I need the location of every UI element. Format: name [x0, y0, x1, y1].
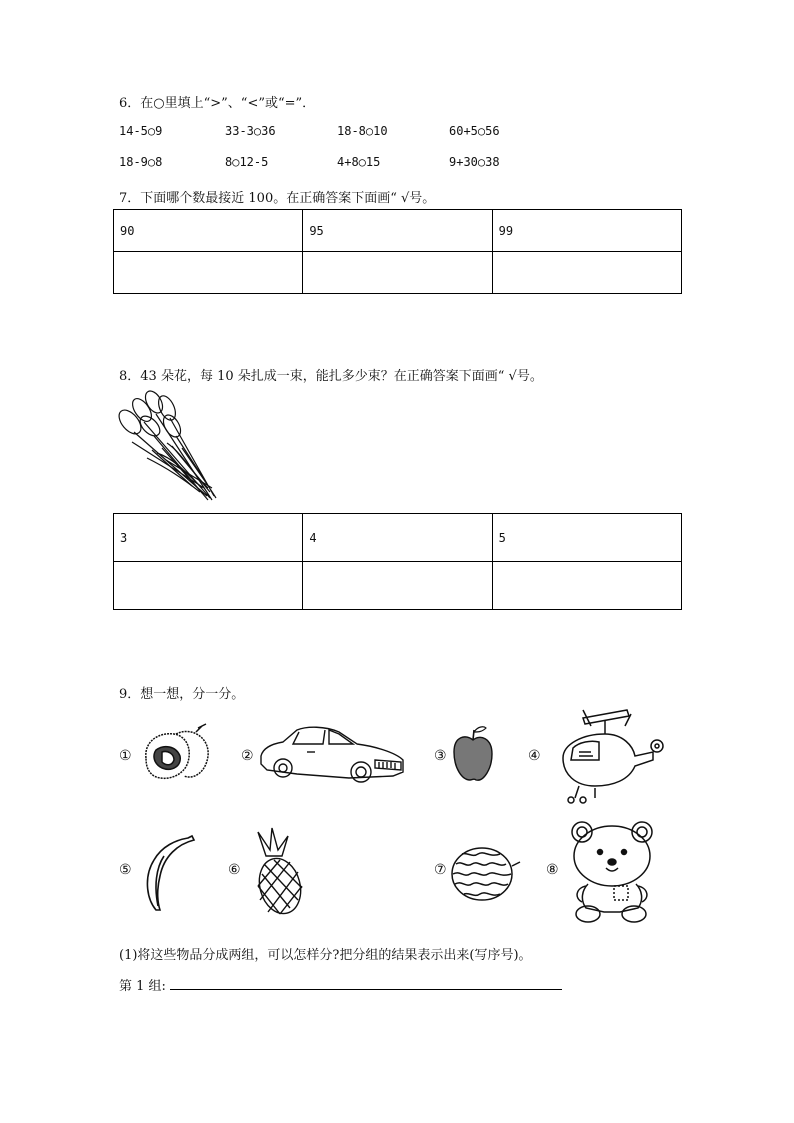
q7-option-label: 90	[114, 210, 303, 252]
q9-title: 9．想一想，分一分。	[119, 687, 245, 702]
q8-answer-cell[interactable]	[114, 562, 303, 610]
q6-item: 4+8○15	[337, 155, 381, 169]
q8-option-label: 3	[114, 514, 303, 562]
q7-answer-cell[interactable]	[114, 252, 303, 294]
apple-icon	[450, 724, 496, 786]
q7-answer-cell[interactable]	[303, 252, 492, 294]
q8-answer-cell[interactable]	[492, 562, 681, 610]
q7-option-label: 95	[303, 210, 492, 252]
q7-title: 7．下面哪个数最接近 100。在正确答案下面画“ √号。	[119, 191, 436, 206]
q8-answer-cell[interactable]	[303, 562, 492, 610]
durian-icon	[136, 720, 216, 790]
helicopter-icon	[543, 708, 669, 808]
q7-answer-table	[113, 209, 682, 294]
pineapple-icon	[244, 826, 310, 918]
item-number: ①	[119, 748, 132, 764]
group1-label: 第 1 组:	[119, 979, 166, 994]
q6-item: 60+5○56	[449, 124, 500, 138]
watermelon-icon	[448, 842, 522, 904]
q6-title: 6．在○里填上“>”、“<”或“=”．	[119, 96, 316, 111]
q9-sub1-text: (1)将这些物品分成两组，可以怎样分?把分组的结果表示出来(写序号)。	[119, 948, 532, 963]
q6-item: 33-3○36	[225, 124, 276, 138]
q8-option-label: 5	[492, 514, 681, 562]
q6-item: 14-5○9	[119, 124, 163, 138]
banana-icon	[134, 832, 198, 914]
q6-item: 18-9○8	[119, 155, 163, 169]
q7-answer-cell[interactable]	[492, 252, 681, 294]
q8-title: 8．43 朵花，每 10 朵扎成一束，能扎多少束？在正确答案下面画“ √号。	[119, 369, 543, 384]
item-number: ②	[241, 748, 254, 764]
car-icon	[257, 722, 407, 786]
q6-item: 18-8○10	[337, 124, 388, 138]
flowers-bouquet-icon	[112, 388, 224, 506]
q8-answer-table	[113, 513, 682, 610]
item-number: ⑤	[119, 862, 132, 878]
item-number: ⑧	[546, 862, 559, 878]
q6-item: 8○12-5	[225, 155, 269, 169]
q6-item: 9+30○38	[449, 155, 500, 169]
teddy-bear-icon	[564, 816, 660, 924]
q8-option-label: 4	[303, 514, 492, 562]
item-number: ⑦	[434, 862, 447, 878]
item-number: ③	[434, 748, 447, 764]
item-number: ④	[528, 748, 541, 764]
q7-option-label: 99	[492, 210, 681, 252]
group1-answer-line[interactable]	[170, 989, 562, 990]
item-number: ⑥	[228, 862, 241, 878]
